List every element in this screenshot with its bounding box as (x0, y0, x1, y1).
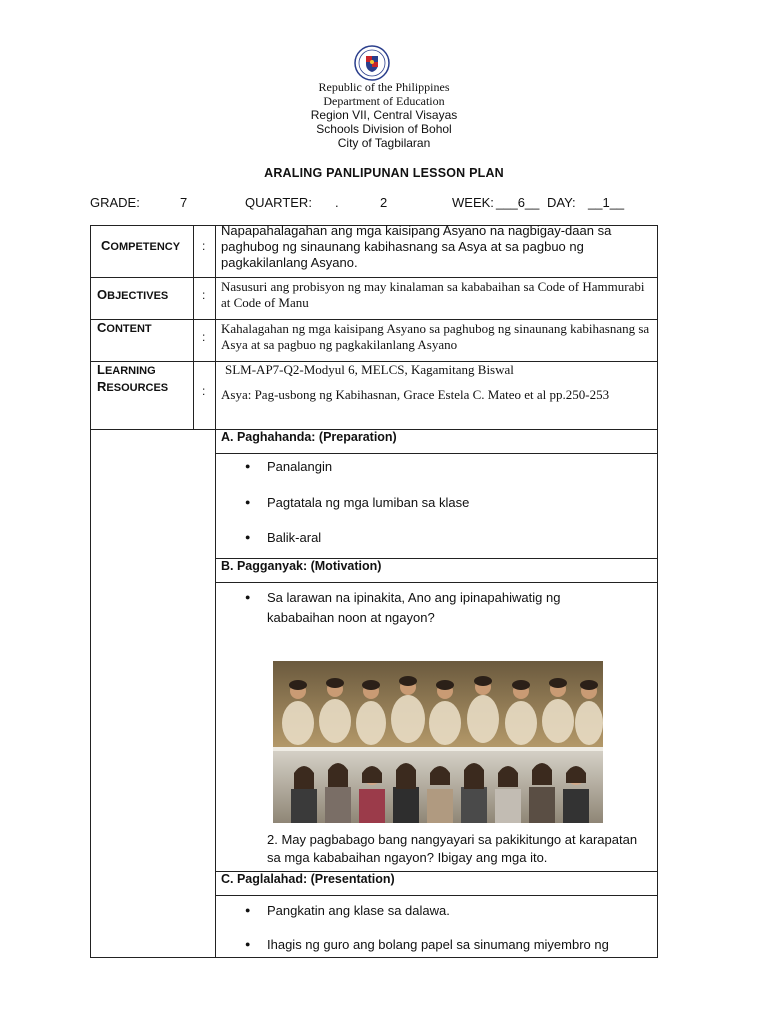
motivation-heading: B. Pagganyak: (Motivation) (221, 559, 382, 573)
content-text: Kahalagahan ng mga kaisipang Asyano sa paghubog ng sinaunang kabihasnang sa Asya at sa pagbuo ng pagkakilanlang Asyano (221, 321, 650, 352)
women-then-and-now-photo (273, 661, 603, 823)
resources-colon: : (202, 384, 206, 398)
table-border (90, 957, 658, 958)
content-colon: : (202, 330, 206, 344)
learning-resources-label: LEARNING RESOURCES (97, 362, 169, 394)
table-border (90, 225, 91, 958)
bullet-icon: ● (245, 939, 251, 949)
header-line-city: City of Tagbilaran (337, 136, 431, 150)
header-line-division: Schools Division of Bohol (316, 122, 452, 136)
preparation-heading: A. Paghahanda: (Preparation) (221, 430, 397, 444)
list-item-text: Panalangin (267, 459, 333, 474)
content-label: CONTENT (97, 320, 152, 335)
table-border (657, 225, 658, 958)
objectives-colon: : (202, 288, 206, 302)
presentation-heading: C. Paglalahad: (Presentation) (221, 872, 395, 886)
page-title: ARALING PANLIPUNAN LESSON PLAN (264, 166, 504, 180)
bullet-icon: ● (245, 461, 251, 471)
week-label: WEEK: (452, 195, 494, 210)
bullet-icon: ● (245, 905, 251, 915)
table-border (215, 895, 658, 896)
quarter-value: 2 (380, 195, 388, 210)
list-item-text: Ihagis ng guro ang bolang papel sa sinumang miyembro ng (267, 937, 609, 952)
bullet-icon: ● (245, 592, 251, 602)
quarter-dot: . (335, 195, 339, 210)
grade-value: 7 (180, 195, 188, 210)
day-value: __1__ (588, 195, 625, 210)
header-line-region: Region VII, Central Visayas (310, 108, 458, 122)
objectives-label: OBJECTIVES (97, 287, 169, 302)
list-item-text: Pangkatin ang klase sa dalawa. (267, 903, 450, 918)
table-border (215, 225, 216, 958)
list-item-text: Balik-aral (267, 530, 322, 545)
header-line-department: Department of Education (323, 94, 445, 108)
table-border (215, 582, 658, 583)
day-label: DAY: (547, 195, 576, 210)
table-border (215, 453, 658, 454)
week-value: ___6__ (496, 195, 540, 210)
resources-text-1: SLM-AP7-Q2-Modyul 6, MELCS, Kagamitang Biswal (225, 362, 514, 377)
bullet-icon: ● (245, 497, 251, 507)
motivation-bullet-text: Sa larawan na ipinakita, Ano ang ipinapahiwatig ng kababaihan noon at ngayon? (267, 590, 561, 625)
resources-text-2: Asya: Pag-usbong ng Kabihasnan, Grace Estela C. Mateo et al pp.250-253 (221, 387, 610, 402)
table-border (90, 277, 658, 278)
deped-seal-logo (354, 45, 390, 81)
bullet-icon: ● (245, 532, 251, 542)
table-border (90, 319, 658, 320)
quarter-label: QUARTER: (245, 195, 312, 210)
header-line-republic: Republic of the Philippines (318, 80, 450, 94)
list-item-text: Pagtatala ng mga lumiban sa klase (267, 495, 470, 510)
motivation-question: 2. May pagbabago bang nangyayari sa pakikitungo at karapatan sa mga kababaihan ngayon? Ibigay ang mga ito. (267, 832, 638, 865)
competency-colon: : (202, 239, 206, 253)
objectives-text: Nasusuri ang probisyon ng may kinalaman sa kababaihan sa Code of Hammurabi at Code of Manu (221, 279, 645, 310)
grade-label: GRADE: (90, 195, 140, 210)
competency-label: COMPETENCY (101, 238, 181, 253)
competency-text: Napapahalagahan ang mga kaisipang Asyano na nagbigay-daan sa paghubog ng sinaunang kabihasnang sa Asya at sa pagbuo ng pagkakilanlang Asyano. (221, 223, 612, 270)
table-border (193, 225, 194, 430)
